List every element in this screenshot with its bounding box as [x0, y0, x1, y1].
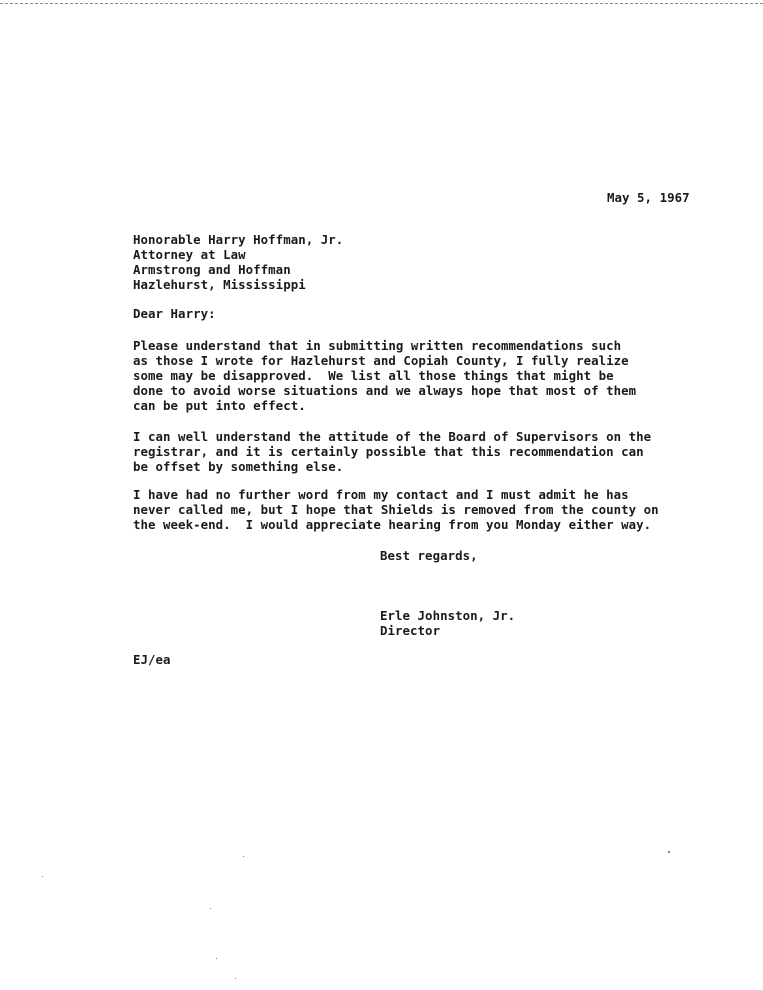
scan-speck — [210, 908, 211, 909]
letter-date: May 5, 1967 — [607, 190, 690, 205]
paragraph-line: as those I wrote for Hazlehurst and Copiah County, I fully realize — [133, 353, 629, 368]
paragraph-line: done to avoid worse situations and we always hope that most of them — [133, 383, 637, 398]
paragraph-line: the week-end. I would appreciate hearing from you Monday either way. — [133, 517, 652, 532]
scan-speck — [668, 851, 670, 853]
paragraph-line: be offset by something else. — [133, 459, 344, 474]
paragraph-line: I can well understand the attitude of the Board of Supervisors on the — [133, 429, 652, 444]
recipient-line: Hazlehurst, Mississippi — [133, 277, 306, 292]
paragraph-line: Please understand that in submitting written recommendations such — [133, 338, 622, 353]
paragraph-line: registrar, and it is certainly possible that this recommendation can — [133, 444, 644, 459]
salutation: Dear Harry: — [133, 306, 216, 321]
signer-title: Director — [380, 623, 441, 638]
scan-speck — [42, 876, 43, 877]
paragraph-line: some may be disapproved. We list all those things that might be — [133, 368, 614, 383]
scan-speck — [235, 978, 236, 979]
recipient-line: Attorney at Law — [133, 247, 246, 262]
signer-name: Erle Johnston, Jr. — [380, 608, 516, 623]
page-top-edge — [0, 3, 763, 4]
recipient-line: Armstrong and Hoffman — [133, 262, 291, 277]
recipient-line: Honorable Harry Hoffman, Jr. — [133, 232, 344, 247]
typist-initials: EJ/ea — [133, 652, 171, 667]
paragraph-line: I have had no further word from my contact and I must admit he has — [133, 487, 629, 502]
paragraph-line: can be put into effect. — [133, 398, 306, 413]
paragraph-line: never called me, but I hope that Shields is removed from the county on — [133, 502, 659, 517]
scan-speck — [243, 856, 244, 857]
closing: Best regards, — [380, 548, 478, 563]
scan-speck — [216, 958, 217, 959]
